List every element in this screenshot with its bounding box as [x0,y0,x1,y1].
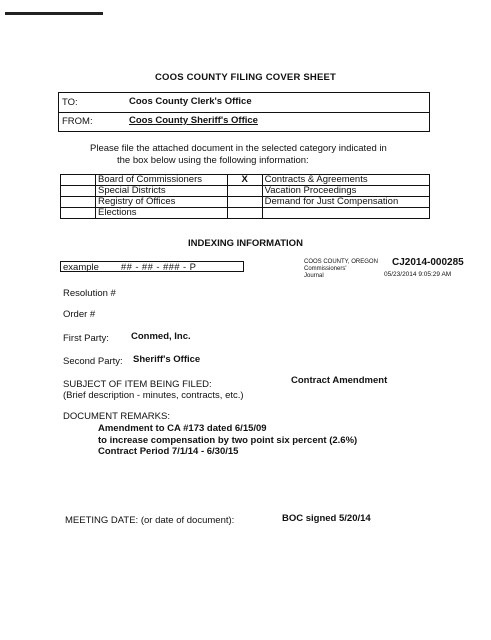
category-label: Contracts & Agreements [262,175,429,186]
meeting-date-value: BOC signed 5/20/14 [282,513,371,524]
second-party-label: Second Party: [63,356,123,367]
category-checkbox[interactable] [227,186,262,197]
second-party-value: Sheriff's Office [133,354,201,365]
subject-value: Contract Amendment [291,375,388,386]
first-party-value: Conmed, Inc. [131,331,191,342]
remarks-text [98,423,357,458]
category-label: Board of Commissioners [96,175,228,186]
stamp-line2: Commissioners' [304,266,347,272]
from-value: Coos County Sheriff's Office [129,115,258,126]
instruction-line-1: Please file the attached document in the selected category indicated in [90,143,387,154]
category-row [61,175,430,186]
category-checkbox[interactable] [227,208,262,219]
top-rule [5,12,103,15]
to-row [59,93,429,113]
category-row [61,186,430,197]
category-label [262,208,429,219]
remarks-label: DOCUMENT REMARKS: [63,411,170,422]
category-checkbox[interactable] [61,208,96,219]
subject-hint: (Brief description - minutes, contracts, etc.) [63,390,244,401]
first-party-label: First Party: [63,333,109,344]
category-table [60,174,430,219]
stamp-datetime: 05/23/2014 9:05:29 AM [384,271,452,278]
to-label: TO: [62,97,78,108]
instruction-line-2: the box below using the following information: [117,155,309,166]
order-label: Order # [63,309,96,320]
meeting-date-label: MEETING DATE: (or date of document): [65,515,235,526]
stamp-id: CJ2014-000285 [392,257,464,268]
indexing-header: INDEXING INFORMATION [188,238,303,249]
remarks-line: Amendment to CA #173 dated 6/15/09 [98,423,267,434]
category-row [61,197,430,208]
category-label: Vacation Proceedings [262,186,429,197]
subject-label: SUBJECT OF ITEM BEING FILED: [63,379,212,390]
stamp-county: COOS COUNTY, OREGON [304,259,378,265]
remarks-line: to increase compensation by two point six percent (2.6%) [98,434,358,446]
example-format: ## - ## - ### - P [120,262,197,273]
category-checkbox[interactable] [61,197,96,208]
category-label: Demand for Just Compensation [262,197,429,208]
category-row [61,208,430,219]
category-checkbox[interactable] [61,175,96,186]
stamp-line3: Journal [304,273,324,279]
example-label: example [63,262,99,273]
to-value: Coos County Clerk's Office [129,96,252,107]
recording-stamp-text [304,259,378,280]
from-label: FROM: [62,116,93,127]
category-checkbox[interactable] [61,186,96,197]
to-from-box [58,92,430,132]
category-label: Elections [96,208,228,219]
remarks-line: Contract Period 7/1/14 - 6/30/15 [98,446,239,457]
category-label: Registry of Offices [96,197,228,208]
category-checkbox[interactable] [227,197,262,208]
category-checkbox[interactable]: X [227,175,262,186]
from-row [59,112,429,131]
category-label: Special Districts [96,186,228,197]
resolution-label: Resolution # [63,288,116,299]
page-title: COOS COUNTY FILING COVER SHEET [154,72,337,83]
example-box [60,261,244,272]
